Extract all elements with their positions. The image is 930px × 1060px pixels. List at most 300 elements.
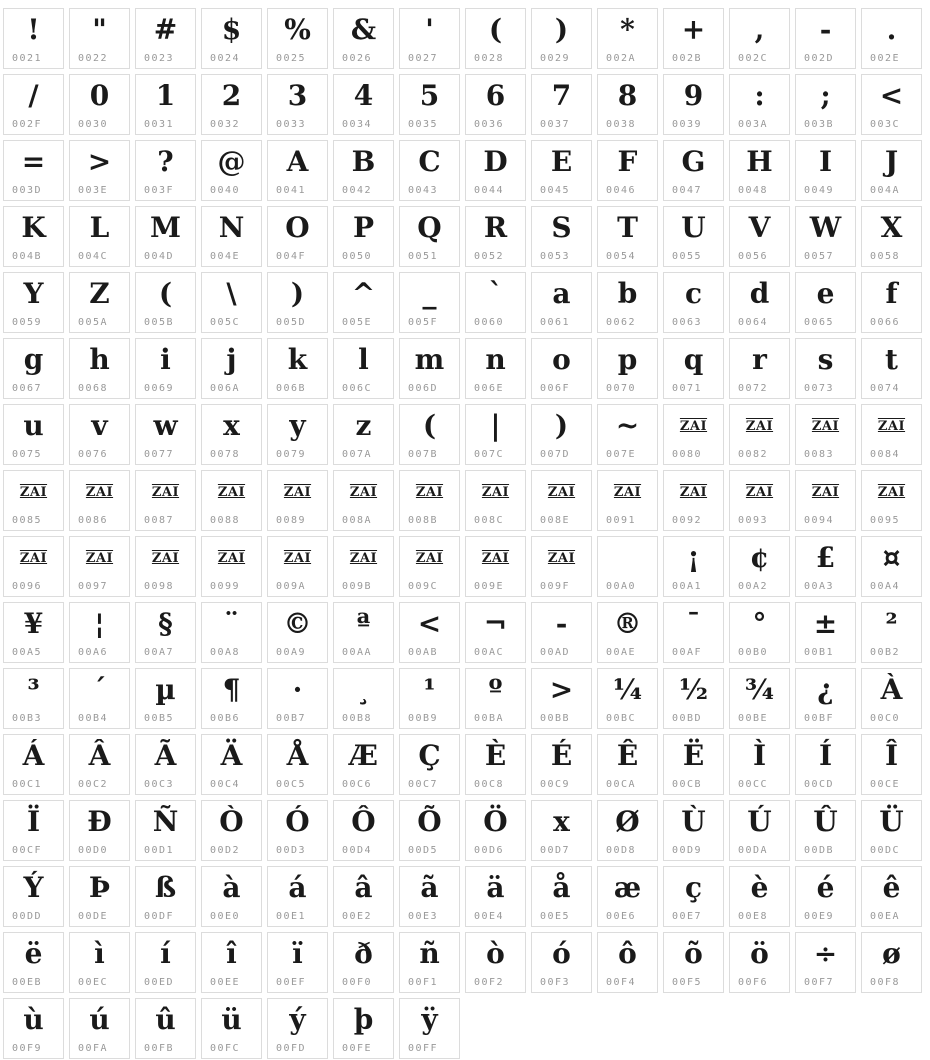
char-cell-0082[interactable] [729, 404, 790, 465]
char-cell-0064[interactable] [729, 272, 790, 333]
char-cell-004E[interactable] [201, 206, 262, 267]
glyph-area [796, 339, 855, 381]
char-cell-0043[interactable] [399, 140, 460, 201]
char-cell-00C5[interactable] [267, 734, 328, 795]
char-cell-0079[interactable] [267, 404, 328, 465]
char-cell-00BE[interactable] [729, 668, 790, 729]
char-cell-0077[interactable] [135, 404, 196, 465]
char-cell-008A[interactable] [333, 470, 394, 531]
char-cell-0063[interactable] [663, 272, 724, 333]
char-cell-0036[interactable] [465, 74, 526, 135]
codepoint-label: 0084 [870, 449, 901, 460]
glyph: w [153, 409, 178, 442]
char-cell-008C[interactable] [465, 470, 526, 531]
char-cell-0083[interactable] [795, 404, 856, 465]
char-cell-00CA[interactable] [597, 734, 658, 795]
char-cell-0097[interactable] [69, 536, 130, 597]
char-cell-0054[interactable] [597, 206, 658, 267]
codepoint-label: 0098 [144, 581, 175, 592]
codepoint-label: 008C [474, 515, 505, 526]
char-cell-00E9[interactable] [795, 866, 856, 927]
char-cell-0093[interactable] [729, 470, 790, 531]
char-cell-0098[interactable] [135, 536, 196, 597]
char-cell-002F[interactable] [3, 74, 64, 135]
codepoint-label: 00F0 [342, 977, 373, 988]
char-cell-002B[interactable] [663, 8, 724, 69]
codepoint-label: 00EF [276, 977, 307, 988]
char-cell-00F0[interactable] [333, 932, 394, 993]
char-cell-00AE[interactable] [597, 602, 658, 663]
glyph: f [885, 277, 898, 310]
char-cell-00E0[interactable] [201, 866, 262, 927]
char-cell-0055[interactable] [663, 206, 724, 267]
char-cell-00D1[interactable] [135, 800, 196, 861]
char-cell-009E[interactable] [465, 536, 526, 597]
char-cell-0053[interactable] [531, 206, 592, 267]
char-cell-00D8[interactable] [597, 800, 658, 861]
char-cell-00DA[interactable] [729, 800, 790, 861]
char-cell-00EC[interactable] [69, 932, 130, 993]
char-cell-00ED[interactable] [135, 932, 196, 993]
char-cell-00EE[interactable] [201, 932, 262, 993]
codepoint-label: 00F2 [474, 977, 505, 988]
char-cell-0061[interactable] [531, 272, 592, 333]
char-cell-007E[interactable] [597, 404, 658, 465]
char-cell-00A7[interactable] [135, 602, 196, 663]
char-cell-003E[interactable] [69, 140, 130, 201]
char-cell-00BC[interactable] [597, 668, 658, 729]
char-cell-00E6[interactable] [597, 866, 658, 927]
char-cell-00C8[interactable] [465, 734, 526, 795]
glyph-area [334, 9, 393, 51]
codepoint-label: 00C1 [12, 779, 43, 790]
char-cell-00F9[interactable] [3, 998, 64, 1059]
char-cell-004B[interactable] [3, 206, 64, 267]
char-cell-00A9[interactable] [267, 602, 328, 663]
codepoint-label: 00B2 [870, 647, 901, 658]
char-cell-0096[interactable] [3, 536, 64, 597]
char-cell-00B4[interactable] [69, 668, 130, 729]
codepoint-label: 0043 [408, 185, 439, 196]
char-cell-00C2[interactable] [69, 734, 130, 795]
char-cell-0068[interactable] [69, 338, 130, 399]
char-cell-00D4[interactable] [333, 800, 394, 861]
char-cell-00F6[interactable] [729, 932, 790, 993]
char-cell-00B0[interactable] [729, 602, 790, 663]
char-cell-0027[interactable] [399, 8, 460, 69]
char-cell-0046[interactable] [597, 140, 658, 201]
glyph-area [664, 867, 723, 909]
char-cell-0060[interactable] [465, 272, 526, 333]
char-cell-00B7[interactable] [267, 668, 328, 729]
char-cell-00F2[interactable] [465, 932, 526, 993]
char-cell-00BA[interactable] [465, 668, 526, 729]
missing-glyph: ZAI [679, 484, 708, 500]
glyph: ¸ [356, 673, 371, 706]
char-cell-0058[interactable] [861, 206, 922, 267]
char-cell-00AF[interactable] [663, 602, 724, 663]
char-cell-0094[interactable] [795, 470, 856, 531]
char-cell-00DB[interactable] [795, 800, 856, 861]
glyph-area [334, 537, 393, 579]
char-cell-0071[interactable] [663, 338, 724, 399]
char-cell-006E[interactable] [465, 338, 526, 399]
glyph-area [862, 471, 921, 513]
char-cell-007A[interactable] [333, 404, 394, 465]
char-cell-0021[interactable] [3, 8, 64, 69]
codepoint-label: 00C9 [540, 779, 571, 790]
char-cell-00AC[interactable] [465, 602, 526, 663]
char-cell-0023[interactable] [135, 8, 196, 69]
char-cell-0092[interactable] [663, 470, 724, 531]
glyph-area [202, 603, 261, 645]
glyph: T [617, 211, 638, 244]
char-cell-00AD[interactable] [531, 602, 592, 663]
char-cell-0044[interactable] [465, 140, 526, 201]
glyph-area [202, 801, 261, 843]
char-cell-00EA[interactable] [861, 866, 922, 927]
char-cell-00A3[interactable] [795, 536, 856, 597]
char-cell-00AB[interactable] [399, 602, 460, 663]
char-cell-00DE[interactable] [69, 866, 130, 927]
char-cell-00DC[interactable] [861, 800, 922, 861]
char-cell-0035[interactable] [399, 74, 460, 135]
codepoint-label: 0022 [78, 53, 109, 64]
codepoint-label: 002E [870, 53, 901, 64]
char-cell-009F[interactable] [531, 536, 592, 597]
char-cell-0085[interactable] [3, 470, 64, 531]
char-cell-0037[interactable] [531, 74, 592, 135]
char-cell-005C[interactable] [201, 272, 262, 333]
codepoint-label: 00A1 [672, 581, 703, 592]
glyph-area [598, 603, 657, 645]
char-cell-0086[interactable] [69, 470, 130, 531]
char-cell-00B8[interactable] [333, 668, 394, 729]
glyph: K [21, 211, 46, 244]
char-cell-00F4[interactable] [597, 932, 658, 993]
char-cell-0066[interactable] [861, 272, 922, 333]
char-cell-004C[interactable] [69, 206, 130, 267]
char-cell-0065[interactable] [795, 272, 856, 333]
char-cell-00AA[interactable] [333, 602, 394, 663]
char-cell-00FA[interactable] [69, 998, 130, 1059]
char-cell-006F[interactable] [531, 338, 592, 399]
glyph-area [400, 471, 459, 513]
char-cell-006D[interactable] [399, 338, 460, 399]
char-cell-002A[interactable] [597, 8, 658, 69]
char-cell-00EB[interactable] [3, 932, 64, 993]
char-cell-004D[interactable] [135, 206, 196, 267]
char-cell-00C6[interactable] [333, 734, 394, 795]
char-cell-0073[interactable] [795, 338, 856, 399]
char-cell-007C[interactable] [465, 404, 526, 465]
missing-glyph: ZAI [679, 418, 708, 434]
glyph: Ê [616, 739, 639, 772]
char-cell-0034[interactable] [333, 74, 394, 135]
codepoint-label: 0074 [870, 383, 901, 394]
codepoint-label: 004F [276, 251, 307, 262]
glyph-area [334, 735, 393, 777]
glyph-area [862, 273, 921, 315]
glyph-area [664, 405, 723, 447]
glyph-area [664, 75, 723, 117]
glyph-area [664, 141, 723, 183]
codepoint-label: 00B1 [804, 647, 835, 658]
char-cell-0091[interactable] [597, 470, 658, 531]
codepoint-label: 00BD [672, 713, 703, 724]
char-cell-009A[interactable] [267, 536, 328, 597]
char-cell-0024[interactable] [201, 8, 262, 69]
char-cell-00C0[interactable] [861, 668, 922, 729]
char-cell-00A0[interactable] [597, 536, 658, 597]
char-cell-009C[interactable] [399, 536, 460, 597]
glyph-area [70, 9, 129, 51]
char-cell-00C9[interactable] [531, 734, 592, 795]
codepoint-label: 00AD [540, 647, 571, 658]
char-cell-0025[interactable] [267, 8, 328, 69]
char-cell-0047[interactable] [663, 140, 724, 201]
char-cell-00F8[interactable] [861, 932, 922, 993]
char-cell-0076[interactable] [69, 404, 130, 465]
char-cell-006B[interactable] [267, 338, 328, 399]
char-cell-005F[interactable] [399, 272, 460, 333]
char-cell-00BD[interactable] [663, 668, 724, 729]
glyph: ë [24, 937, 43, 970]
char-cell-00CE[interactable] [861, 734, 922, 795]
char-cell-0041[interactable] [267, 140, 328, 201]
codepoint-label: 00BB [540, 713, 571, 724]
glyph-area [730, 735, 789, 777]
char-cell-0070[interactable] [597, 338, 658, 399]
char-cell-0084[interactable] [861, 404, 922, 465]
glyph-area [466, 339, 525, 381]
glyph-area [730, 405, 789, 447]
char-cell-0080[interactable] [663, 404, 724, 465]
char-cell-00D7[interactable] [531, 800, 592, 861]
glyph-area [334, 273, 393, 315]
char-cell-00DD[interactable] [3, 866, 64, 927]
char-cell-00C4[interactable] [201, 734, 262, 795]
char-cell-007D[interactable] [531, 404, 592, 465]
char-cell-0033[interactable] [267, 74, 328, 135]
char-cell-0031[interactable] [135, 74, 196, 135]
char-cell-005A[interactable] [69, 272, 130, 333]
char-cell-0099[interactable] [201, 536, 262, 597]
char-cell-00A8[interactable] [201, 602, 262, 663]
char-cell-0026[interactable] [333, 8, 394, 69]
char-cell-0052[interactable] [465, 206, 526, 267]
glyph: P [352, 211, 375, 244]
char-cell-0029[interactable] [531, 8, 592, 69]
char-cell-00B6[interactable] [201, 668, 262, 729]
codepoint-label: 002F [12, 119, 43, 130]
codepoint-label: 009C [408, 581, 439, 592]
char-cell-003A[interactable] [729, 74, 790, 135]
char-cell-00D5[interactable] [399, 800, 460, 861]
glyph: Ô [351, 805, 376, 838]
char-cell-00D3[interactable] [267, 800, 328, 861]
char-cell-00FE[interactable] [333, 998, 394, 1059]
char-cell-0030[interactable] [69, 74, 130, 135]
char-cell-0075[interactable] [3, 404, 64, 465]
char-cell-00E7[interactable] [663, 866, 724, 927]
char-cell-0072[interactable] [729, 338, 790, 399]
missing-glyph: ZAI [877, 484, 906, 500]
codepoint-label: 00DD [12, 911, 43, 922]
codepoint-label: 003F [144, 185, 175, 196]
glyph-area [598, 75, 657, 117]
glyph: ö [750, 937, 769, 970]
codepoint-label: 004E [210, 251, 241, 262]
char-cell-008B[interactable] [399, 470, 460, 531]
char-cell-00DF[interactable] [135, 866, 196, 927]
char-cell-0087[interactable] [135, 470, 196, 531]
char-cell-00D9[interactable] [663, 800, 724, 861]
char-cell-00FB[interactable] [135, 998, 196, 1059]
codepoint-label: 0055 [672, 251, 703, 262]
char-cell-0078[interactable] [201, 404, 262, 465]
char-cell-00B5[interactable] [135, 668, 196, 729]
char-cell-00D2[interactable] [201, 800, 262, 861]
char-cell-004F[interactable] [267, 206, 328, 267]
char-cell-00F1[interactable] [399, 932, 460, 993]
char-cell-002C[interactable] [729, 8, 790, 69]
char-cell-008E[interactable] [531, 470, 592, 531]
char-cell-0045[interactable] [531, 140, 592, 201]
codepoint-label: 003E [78, 185, 109, 196]
char-cell-009B[interactable] [333, 536, 394, 597]
char-cell-003D[interactable] [3, 140, 64, 201]
glyph-area [532, 537, 591, 579]
char-cell-004A[interactable] [861, 140, 922, 201]
char-cell-00CC[interactable] [729, 734, 790, 795]
char-cell-0038[interactable] [597, 74, 658, 135]
char-cell-0040[interactable] [201, 140, 262, 201]
char-cell-00A1[interactable] [663, 536, 724, 597]
char-cell-0057[interactable] [795, 206, 856, 267]
char-cell-00B3[interactable] [3, 668, 64, 729]
char-cell-00BF[interactable] [795, 668, 856, 729]
glyph: Ð [87, 805, 112, 838]
char-cell-0039[interactable] [663, 74, 724, 135]
char-cell-0051[interactable] [399, 206, 460, 267]
char-cell-003F[interactable] [135, 140, 196, 201]
glyph: È [484, 739, 507, 772]
char-cell-007B[interactable] [399, 404, 460, 465]
char-cell-005B[interactable] [135, 272, 196, 333]
char-cell-00FC[interactable] [201, 998, 262, 1059]
char-cell-002E[interactable] [861, 8, 922, 69]
char-cell-0042[interactable] [333, 140, 394, 201]
char-cell-005D[interactable] [267, 272, 328, 333]
char-cell-0032[interactable] [201, 74, 262, 135]
char-cell-00C3[interactable] [135, 734, 196, 795]
missing-glyph: ZAI [85, 550, 114, 566]
char-cell-00C7[interactable] [399, 734, 460, 795]
glyph: D [483, 145, 508, 178]
char-cell-00F5[interactable] [663, 932, 724, 993]
char-cell-00F7[interactable] [795, 932, 856, 993]
char-cell-00A5[interactable] [3, 602, 64, 663]
char-cell-00E3[interactable] [399, 866, 460, 927]
glyph: À [880, 673, 903, 706]
char-cell-00E5[interactable] [531, 866, 592, 927]
glyph: ( [488, 13, 503, 46]
char-cell-00E1[interactable] [267, 866, 328, 927]
char-cell-00FF[interactable] [399, 998, 460, 1059]
char-cell-0048[interactable] [729, 140, 790, 201]
char-cell-0089[interactable] [267, 470, 328, 531]
char-cell-00A4[interactable] [861, 536, 922, 597]
glyph: g [23, 343, 44, 376]
char-cell-00A6[interactable] [69, 602, 130, 663]
char-cell-00D0[interactable] [69, 800, 130, 861]
char-cell-00FD[interactable] [267, 998, 328, 1059]
glyph-area [664, 537, 723, 579]
char-cell-00A2[interactable] [729, 536, 790, 597]
char-cell-00F3[interactable] [531, 932, 592, 993]
glyph: k [287, 343, 308, 376]
char-cell-0050[interactable] [333, 206, 394, 267]
codepoint-label: 00AB [408, 647, 439, 658]
codepoint-label: 0082 [738, 449, 769, 460]
char-cell-00CD[interactable] [795, 734, 856, 795]
char-cell-0074[interactable] [861, 338, 922, 399]
char-cell-005E[interactable] [333, 272, 394, 333]
glyph: @ [217, 145, 246, 178]
codepoint-label: 0049 [804, 185, 835, 196]
char-cell-006A[interactable] [201, 338, 262, 399]
char-cell-0022[interactable] [69, 8, 130, 69]
glyph: Â [88, 739, 111, 772]
char-cell-00CB[interactable] [663, 734, 724, 795]
char-cell-0067[interactable] [3, 338, 64, 399]
glyph-area [466, 9, 525, 51]
char-cell-003B[interactable] [795, 74, 856, 135]
char-cell-00B1[interactable] [795, 602, 856, 663]
char-cell-0028[interactable] [465, 8, 526, 69]
char-cell-00CF[interactable] [3, 800, 64, 861]
char-cell-00C1[interactable] [3, 734, 64, 795]
char-cell-002D[interactable] [795, 8, 856, 69]
char-cell-0088[interactable] [201, 470, 262, 531]
glyph-area [532, 405, 591, 447]
char-cell-00E8[interactable] [729, 866, 790, 927]
codepoint-label: 00B4 [78, 713, 109, 724]
glyph-area [136, 273, 195, 315]
char-cell-00E2[interactable] [333, 866, 394, 927]
char-cell-0095[interactable] [861, 470, 922, 531]
glyph-area [400, 999, 459, 1041]
glyph-area [466, 669, 525, 711]
char-cell-0059[interactable] [3, 272, 64, 333]
char-cell-00B9[interactable] [399, 668, 460, 729]
codepoint-label: 00CA [606, 779, 637, 790]
char-cell-0056[interactable] [729, 206, 790, 267]
char-cell-00BB[interactable] [531, 668, 592, 729]
char-cell-006C[interactable] [333, 338, 394, 399]
char-cell-0069[interactable] [135, 338, 196, 399]
char-cell-00D6[interactable] [465, 800, 526, 861]
char-cell-0049[interactable] [795, 140, 856, 201]
char-cell-00E4[interactable] [465, 866, 526, 927]
char-cell-00EF[interactable] [267, 932, 328, 993]
char-cell-00B2[interactable] [861, 602, 922, 663]
glyph-area [202, 933, 261, 975]
char-cell-0062[interactable] [597, 272, 658, 333]
codepoint-label: 00EB [12, 977, 43, 988]
char-cell-003C[interactable] [861, 74, 922, 135]
